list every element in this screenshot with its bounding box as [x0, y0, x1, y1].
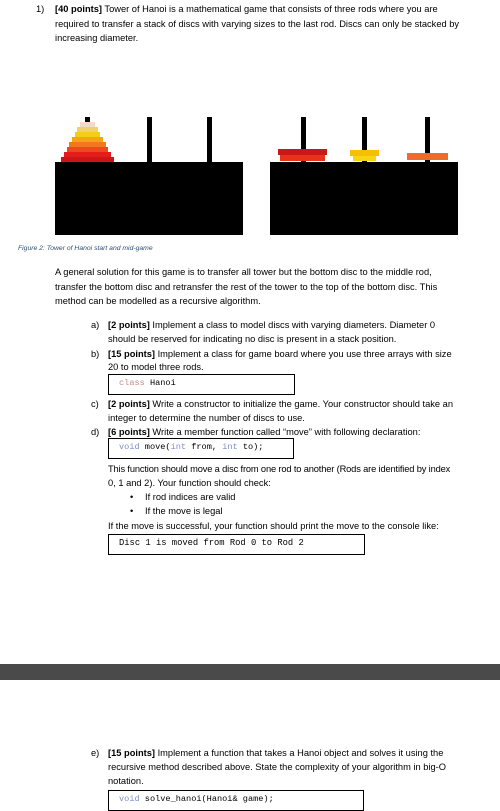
disc-6: [67, 147, 108, 152]
code-keyword: class: [119, 378, 145, 388]
part-c-text: Write a constructor to initialize the game. Your constructor should take an: [149, 399, 454, 409]
part-a-text: Implement a class to model discs with varying diameters. Diameter 0: [149, 320, 436, 330]
part-c-line-2: integer to determine the number of discs to use.: [108, 413, 305, 423]
class-declaration-code: [108, 374, 295, 395]
code-text-solve: solve_hanoi(Hanoi& game);: [139, 794, 274, 804]
part-e-label: e): [91, 748, 100, 758]
disc-yellow-top: [353, 156, 376, 161]
part-a-line-2: should be reserved for indicating no disc is present in a stack position.: [108, 334, 397, 344]
part-b-text: Implement a class for game board where you use three arrays with size: [155, 349, 452, 359]
move-declaration-code: [108, 438, 294, 459]
code-text-from: from,: [186, 442, 223, 452]
part-c-points: [2 points]: [108, 399, 150, 409]
move-description-line-1: This function should move a disc from one rod to another (Rods are identified by index: [108, 464, 451, 474]
part-a-label: a): [91, 320, 100, 330]
part-c-label: c): [91, 399, 99, 409]
part-a-line-1: [108, 318, 435, 333]
question-number: 1): [36, 4, 45, 14]
question-intro-line-2: required to transfer a stack of discs with varying sizes to the last rod. Discs can only be stacked by: [55, 19, 460, 29]
part-b-label: b): [91, 349, 100, 359]
question-points: [40 points]: [55, 4, 103, 14]
part-e-line-2: recursive method described above. State the complexity of your algorithm in big-O: [108, 762, 446, 772]
check-rod-indices: If rod indices are valid: [145, 492, 236, 502]
rod-3: [207, 117, 212, 167]
code-keyword-void: void: [119, 794, 140, 804]
disc-7: [64, 152, 111, 157]
code-keyword-void: void: [119, 442, 140, 452]
disc-orange: [407, 153, 448, 160]
document-page-2: [0, 680, 500, 811]
question-intro-line-3: increasing diameter.: [55, 33, 139, 43]
code-keyword-int-2: int: [222, 442, 238, 452]
code-keyword-int-1: int: [170, 442, 187, 452]
solve-declaration-code: [108, 790, 364, 811]
hanoi-midgame-figure: [270, 47, 458, 235]
part-e-points: [15 points]: [108, 748, 156, 758]
figure-caption: Figure 2: Tower of Hanoi start and mid-game: [18, 245, 153, 252]
bullet-icon: •: [130, 506, 134, 516]
question-intro-text: Tower of Hanoi is a mathematical game that consists of three rods where you are: [102, 4, 438, 14]
code-text-to: to);: [237, 442, 264, 452]
part-a-points: [2 points]: [108, 320, 150, 330]
solution-line-2: transfer the bottom disc and retransfer the rest of the tower to the top of the bottom disc. This: [55, 282, 438, 292]
part-e-line-1: [108, 746, 443, 761]
disc-3: [75, 132, 100, 137]
disc-5: [69, 142, 106, 147]
part-b-line-2: 20 to model three rods.: [108, 362, 204, 372]
solution-line-3: method can be modelled as a recursive algorithm.: [55, 296, 261, 306]
check-move-legal: If the move is legal: [145, 506, 223, 516]
bullet-icon: •: [130, 492, 134, 502]
hanoi-start-figure: [55, 47, 243, 235]
disc-4: [72, 137, 103, 142]
move-description-line-2: 0, 1 and 2). Your function should check:: [108, 478, 271, 488]
success-description: If the move is successful, your function should print the move to the console like:: [108, 521, 439, 531]
disc-8: [61, 157, 114, 162]
code-text: Hanoi: [144, 378, 176, 388]
code-text-move: move(: [139, 442, 171, 452]
part-e-line-3: notation.: [108, 776, 144, 786]
part-c-line-1: [108, 397, 453, 412]
disc-2: [77, 127, 98, 132]
disc-1: [80, 122, 95, 127]
part-e-text: Implement a function that takes a Hanoi object and solves it using the: [155, 748, 444, 758]
page-separator: [0, 664, 500, 680]
question-intro-line-1: [55, 2, 438, 17]
part-b-points: [15 points]: [108, 349, 156, 359]
solution-line-1: A general solution for this game is to transfer all tower but the bottom disc to the middle rod,: [55, 267, 432, 277]
rod-2: [147, 117, 152, 167]
part-d-points: [6 points]: [108, 427, 150, 437]
console-output-example: Disc 1 is moved from Rod 0 to Rod 2: [108, 534, 365, 555]
disc-red: [280, 155, 325, 161]
part-d-label: d): [91, 427, 100, 437]
part-d-text: Write a member function called “move” with following declaration:: [149, 427, 421, 437]
